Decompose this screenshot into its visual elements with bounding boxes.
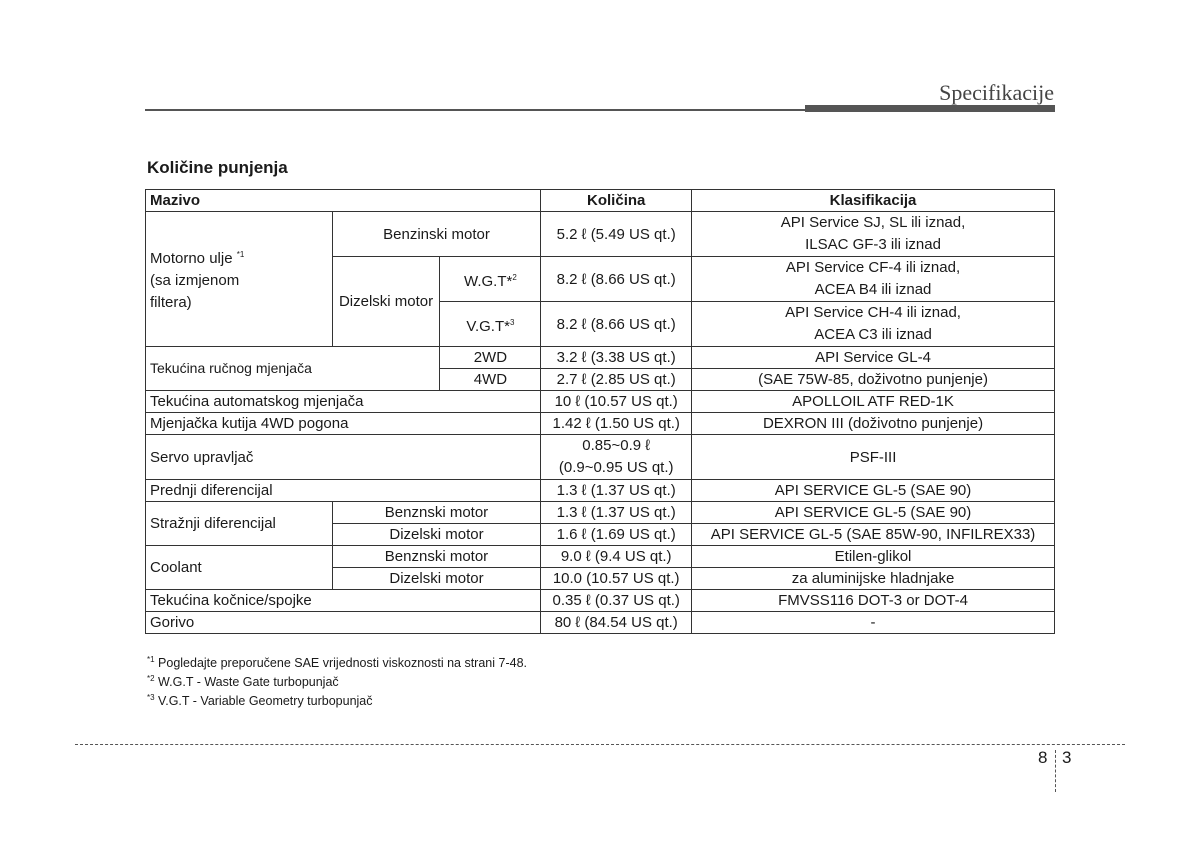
rear-diff-petrol-label: Benznski motor bbox=[332, 502, 541, 524]
coolant-petrol-quantity: 9.0 ℓ (9.4 US qt.) bbox=[541, 546, 692, 568]
header-lubricant: Mazivo bbox=[146, 190, 541, 212]
table-row bbox=[146, 612, 1055, 634]
rear-diff-diesel-label: Dizelski motor bbox=[332, 524, 541, 546]
footnotes bbox=[147, 652, 527, 709]
front-diff-class: API SERVICE GL-5 (SAE 90) bbox=[692, 480, 1055, 502]
table-header-row bbox=[146, 190, 1055, 212]
coolant-petrol-label: Benznski motor bbox=[332, 546, 541, 568]
brake-fluid-class: FMVSS116 DOT-3 or DOT-4 bbox=[692, 590, 1055, 612]
footnote-text: Pogledajte preporučene SAE vrijednosti viskoznosti na strani 7-48. bbox=[154, 656, 527, 671]
brake-fluid-label: Tekućina kočnice/spojke bbox=[146, 590, 541, 612]
quantity-line: 0.85~0.9 ℓ bbox=[582, 437, 651, 454]
engine-oil-vgt-label bbox=[440, 302, 541, 347]
table-row bbox=[146, 391, 1055, 413]
power-steering-label: Servo upravljač bbox=[146, 435, 541, 480]
table-row bbox=[146, 347, 1055, 369]
page-number: 3 bbox=[1062, 748, 1072, 767]
rear-diff-diesel-class: API SERVICE GL-5 (SAE 85W-90, INFILREX33) bbox=[692, 524, 1055, 546]
table-row bbox=[146, 480, 1055, 502]
footnote-mark: 2 bbox=[512, 272, 517, 282]
table-row bbox=[146, 502, 1055, 524]
rear-diff-diesel-quantity: 1.6 ℓ (1.69 US qt.) bbox=[541, 524, 692, 546]
footnote-text: W.G.T - Waste Gate turbopunjač bbox=[154, 675, 339, 690]
auto-trans-label: Tekućina automatskog mjenjača bbox=[146, 391, 541, 413]
header-quantity: Količina bbox=[541, 190, 692, 212]
engine-oil-petrol-label: Benzinski motor bbox=[332, 212, 541, 257]
fuel-class: - bbox=[692, 612, 1055, 634]
footnote-mark: *1 bbox=[147, 655, 155, 664]
quantity-line: (0.9~0.95 US qt.) bbox=[558, 459, 674, 476]
auto-trans-class: APOLLOIL ATF RED-1K bbox=[692, 391, 1055, 413]
section-title: Količine punjenja bbox=[147, 158, 288, 177]
footnote-2 bbox=[147, 671, 527, 690]
engine-oil-diesel-label: Dizelski motor bbox=[332, 257, 440, 347]
engine-oil-wgt-class bbox=[692, 257, 1055, 302]
footnote-mark: *3 bbox=[147, 693, 155, 703]
front-diff-quantity: 1.3 ℓ (1.37 US qt.) bbox=[541, 480, 692, 502]
manual-trans-2wd-quantity: 3.2 ℓ (3.38 US qt.) bbox=[541, 347, 692, 369]
front-diff-label: Prednji diferencijal bbox=[146, 480, 541, 502]
table-row bbox=[146, 413, 1055, 435]
engine-oil-vgt-quantity: 8.2 ℓ (8.66 US qt.) bbox=[541, 302, 692, 347]
coolant-class-line2: za aluminijske hladnjake bbox=[692, 568, 1055, 590]
page-header-title: Specifikacije bbox=[939, 80, 1054, 105]
manual-trans-class-line1: API Service GL-4 bbox=[692, 347, 1055, 369]
engine-oil-petrol-class bbox=[692, 212, 1055, 257]
rear-diff-petrol-class: API SERVICE GL-5 (SAE 90) bbox=[692, 502, 1055, 524]
footer-rule bbox=[75, 744, 1125, 745]
class-line: API Service CF-4 ili iznad, bbox=[785, 259, 961, 276]
engine-oil-wgt-quantity: 8.2 ℓ (8.66 US qt.) bbox=[541, 257, 692, 302]
engine-oil-label bbox=[146, 212, 333, 347]
table-row bbox=[146, 546, 1055, 568]
fuel-label: Gorivo bbox=[146, 612, 541, 634]
engine-oil-wgt-label bbox=[440, 257, 541, 302]
power-steering-quantity bbox=[541, 435, 692, 480]
footnote-mark: *2 bbox=[147, 674, 155, 684]
rear-diff-label: Stražnji diferencijal bbox=[146, 502, 333, 546]
engine-oil-line2: (sa izmjenom bbox=[150, 272, 240, 289]
auto-trans-quantity: 10 ℓ (10.57 US qt.) bbox=[541, 391, 692, 413]
power-steering-class: PSF-III bbox=[692, 435, 1055, 480]
coolant-class-line1: Etilen-glikol bbox=[692, 546, 1055, 568]
header-rule-accent bbox=[805, 105, 1055, 112]
table-row bbox=[146, 590, 1055, 612]
class-line: API Service CH-4 ili iznad, bbox=[785, 304, 961, 321]
transfer-quantity: 1.42 ℓ (1.50 US qt.) bbox=[541, 413, 692, 435]
engine-oil-vgt-class bbox=[692, 302, 1055, 347]
footnote-mark: *1 bbox=[236, 250, 245, 259]
transfer-class: DEXRON III (doživotno punjenje) bbox=[692, 413, 1055, 435]
manual-trans-label: Tekućina ručnog mjenjača bbox=[146, 347, 440, 391]
class-line: ILSAC GF-3 ili iznad bbox=[805, 236, 941, 253]
manual-trans-4wd-quantity: 2.7 ℓ (2.85 US qt.) bbox=[541, 369, 692, 391]
engine-oil-line1: Motorno ulje bbox=[150, 250, 233, 267]
vgt-text: V.G.T* bbox=[466, 317, 510, 335]
header-rule bbox=[145, 109, 805, 111]
table-row bbox=[146, 435, 1055, 480]
fuel-quantity: 80 ℓ (84.54 US qt.) bbox=[541, 612, 692, 634]
engine-oil-line3: filtera) bbox=[150, 294, 192, 311]
footnote-text: V.G.T - Variable Geometry turbopunjač bbox=[154, 694, 373, 709]
coolant-label: Coolant bbox=[146, 546, 333, 590]
engine-oil-petrol-quantity: 5.2 ℓ (5.49 US qt.) bbox=[541, 212, 692, 257]
class-line: ACEA B4 ili iznad bbox=[814, 281, 932, 298]
footnote-1 bbox=[147, 652, 527, 671]
manual-trans-class-line2: (SAE 75W-85, doživotno punjenje) bbox=[692, 369, 1055, 391]
transfer-label: Mjenjačka kutija 4WD pogona bbox=[146, 413, 541, 435]
coolant-diesel-quantity: 10.0 (10.57 US qt.) bbox=[541, 568, 692, 590]
manual-trans-4wd: 4WD bbox=[440, 369, 541, 391]
footnote-mark: 3 bbox=[509, 317, 515, 327]
page-chapter: 8 bbox=[1038, 748, 1048, 767]
rear-diff-petrol-quantity: 1.3 ℓ (1.37 US qt.) bbox=[541, 502, 692, 524]
header-classification: Klasifikacija bbox=[692, 190, 1055, 212]
brake-fluid-quantity: 0.35 ℓ (0.37 US qt.) bbox=[541, 590, 692, 612]
class-line: ACEA C3 ili iznad bbox=[814, 326, 932, 343]
class-line: API Service SJ, SL ili iznad, bbox=[780, 214, 966, 231]
wgt-text: W.G.T* bbox=[464, 272, 513, 290]
manual-trans-2wd: 2WD bbox=[440, 347, 541, 369]
coolant-diesel-label: Dizelski motor bbox=[332, 568, 541, 590]
page-number-divider bbox=[1055, 750, 1056, 792]
capacities-table bbox=[145, 189, 1055, 634]
footnote-3 bbox=[147, 690, 527, 709]
table-row bbox=[146, 212, 1055, 257]
